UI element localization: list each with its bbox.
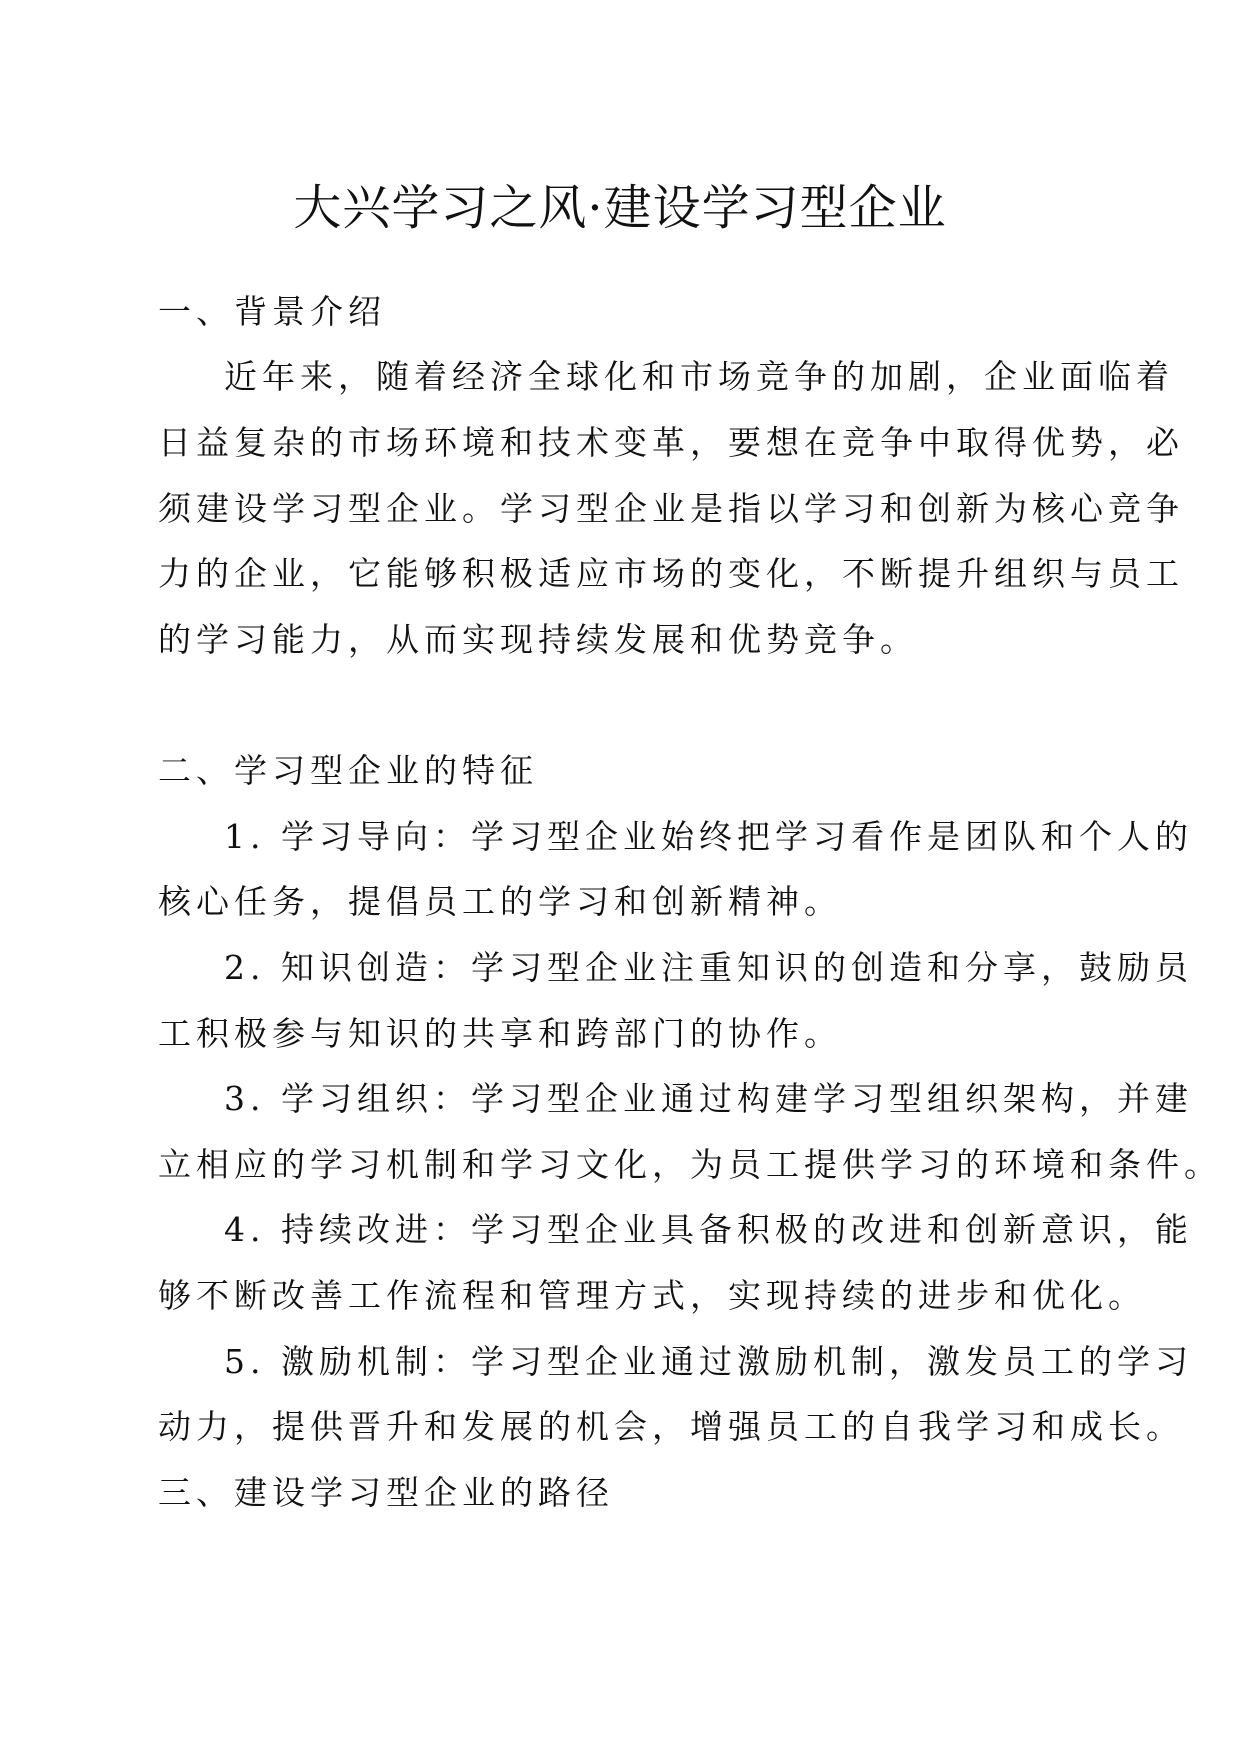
paragraph-line: 的学习能力，从而实现持续发展和优势竞争。 xyxy=(158,620,918,659)
paragraph-line: 近年来，随着经济全球化和市场竞争的加剧，企业面临着 xyxy=(224,357,1174,396)
feature-item-line: 5. 激励机制：学习型企业通过激励机制，激发员工的学习 xyxy=(224,1342,1193,1381)
feature-item-line: 够不断改善工作流程和管理方式，实现持续的进步和优化。 xyxy=(158,1276,1146,1315)
feature-item-line: 3. 学习组织：学习型企业通过构建学习型组织架构，并建 xyxy=(224,1079,1193,1118)
section-heading-path: 三、建设学习型企业的路径 xyxy=(158,1473,614,1512)
document-title: 大兴学习之风·建设学习型企业 xyxy=(293,180,947,236)
paragraph-line: 力的企业，它能够积极适应市场的变化，不断提升组织与员工 xyxy=(158,554,1184,593)
feature-item-line: 4. 持续改进：学习型企业具备积极的改进和创新意识，能 xyxy=(224,1210,1193,1249)
feature-item-line: 2. 知识创造：学习型企业注重知识的创造和分享，鼓励员 xyxy=(224,948,1193,987)
paragraph-line: 须建设学习型企业。学习型企业是指以学习和创新为核心竞争 xyxy=(158,489,1184,528)
section-heading-background: 一、背景介绍 xyxy=(158,292,386,331)
feature-item-line: 核心任务，提倡员工的学习和创新精神。 xyxy=(158,882,842,921)
feature-item-line: 动力，提供晋升和发展的机会，增强员工的自我学习和成长。 xyxy=(158,1407,1184,1446)
feature-item-line: 工积极参与知识的共享和跨部门的协作。 xyxy=(158,1014,842,1053)
feature-item-line: 1. 学习导向：学习型企业始终把学习看作是团队和个人的 xyxy=(224,817,1193,856)
section-heading-features: 二、学习型企业的特征 xyxy=(158,751,538,790)
feature-item-line: 立相应的学习机制和学习文化，为员工提供学习的环境和条件。 xyxy=(158,1145,1222,1184)
paragraph-line: 日益复杂的市场环境和技术变革，要想在竞争中取得优势，必 xyxy=(158,423,1184,462)
